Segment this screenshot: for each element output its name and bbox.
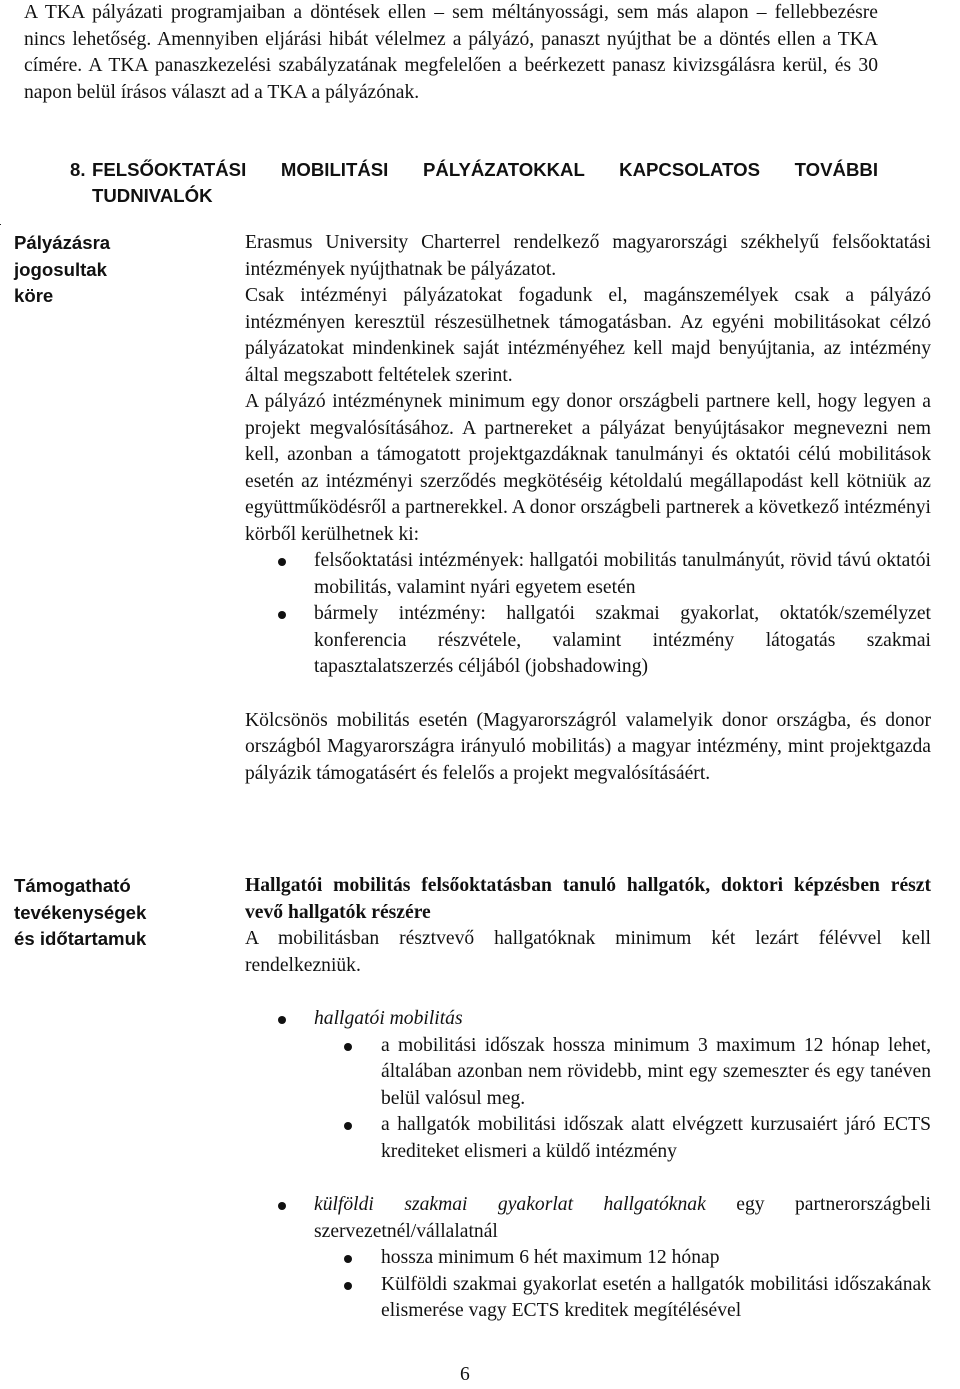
eligibility-paragraph-2: Csak intézményi pályázatokat fogadunk el, magánszemélyek csak a pályázó intézményen keresztül részesülhetnek támogatásban. Az egyéni mobilitásokat célzó pályázatokat mindenkinek saját intézményéhez kell majd benyújtania, az intézmény által megszabott feltételek szerint.	[245, 285, 931, 386]
row-label-line: Pályázásra	[14, 232, 111, 253]
activities-content	[245, 873, 931, 1325]
intro-paragraph: A TKA pályázati programjaiban a döntések ellen – sem méltányossági, sem más alapon – fellebbezésre nincs lehetőség. Amennyiben eljárási hibát vélelmez a pályázó, panaszt nyújthat be a döntés ellen a TKA címére. A TKA panaszkezelési szabályzatának megfelelően a beérkezett panasz kivizsgálásra kerül, és 30 napon belül írásos választ ad a TKA a pályázónak.	[24, 2, 878, 103]
sub-list	[245, 1033, 931, 1166]
eligibility-content	[245, 230, 931, 787]
list-item	[245, 1006, 931, 1165]
row-label-eligibility	[14, 230, 184, 310]
bullet-icon	[344, 1255, 352, 1263]
bullet-icon	[278, 1202, 286, 1210]
list-item: a mobilitási időszak hossza minimum 3 maximum 12 hónap lehet, általában azonban nem rövidebb, mint egy szemeszter és egy tanéven belül valósul meg.	[245, 1033, 931, 1113]
group-title: hallgatói mobilitás	[314, 1008, 463, 1029]
page-number: 6	[460, 1364, 470, 1385]
group-title-rest: egy partnerországbeli szervezetnél/vállalatnál	[314, 1194, 931, 1242]
section-number: 8.	[70, 159, 86, 180]
intro-text	[24, 0, 878, 106]
list-item: a hallgatók mobilitási időszak alatt elvégzett kurzusaiért járó ECTS krediteket elismeri a küldő intézmény	[245, 1112, 931, 1165]
bullet-icon	[278, 558, 286, 566]
row-label-line: köre	[14, 285, 54, 306]
student-mobility-list	[245, 1006, 931, 1165]
bullet-icon	[344, 1122, 352, 1130]
bullet-icon	[278, 1016, 286, 1024]
row-label-line: tevékenységek	[14, 901, 147, 923]
row-label-line: jogosultak	[14, 258, 107, 280]
row-label-line: és időtartamuk	[14, 928, 147, 949]
activities-heading: Hallgatói mobilitás felsőoktatásban tanuló hallgatók, doktori képzésben részt vevő hallgatók részére	[245, 875, 931, 923]
eligibility-paragraph-3: A pályázó intézménynek minimum egy donor országbeli partnere kell, hogy legyen a projekt megvalósításához. A partnereket a pályázat benyújtásakor megnevezni nem kell, azonban a támogatott projektgazdáknak tanulmányi és oktatói célú mobilitások esetén az intézményi szerződés megkötéséig kétoldalú megállapodást kell kötniük az együttműködésről a partnerekkel. A donor országbeli partnerek a következő intézményi körből kerülhetnek ki:	[245, 391, 931, 545]
list-item	[245, 1192, 931, 1325]
sub-list	[245, 1245, 931, 1325]
list-item: felsőoktatási intézmények: hallgatói mobilitás tanulmányút, rövid távú oktatói mobilitás, valamint nyári egyetem esetén	[245, 548, 931, 601]
eligibility-paragraph-1: Erasmus University Charterrel rendelkező magyarországi székhelyű felsőoktatási intézmények nyújthatnak be pályázatot.	[245, 232, 931, 280]
row-label-line: Támogatható	[14, 875, 131, 896]
table-border	[0, 224, 1, 225]
row-label-activities	[14, 873, 184, 953]
list-item: hossza minimum 6 hét maximum 12 hónap	[245, 1245, 931, 1272]
bullet-icon	[278, 611, 286, 619]
list-item: Külföldi szakmai gyakorlat esetén a hallgatók mobilitási időszakának elismerése vagy ECTS kreditek megítélésével	[245, 1272, 931, 1325]
section-heading	[70, 157, 878, 209]
bullet-icon	[344, 1282, 352, 1290]
section-title: FELSŐOKTATÁSI MOBILITÁSI PÁLYÁZATOKKAL KAPCSOLATOS TOVÁBBI TUDNIVALÓK	[92, 159, 878, 206]
eligibility-paragraph-4: Kölcsönös mobilitás esetén (Magyarországról valamelyik donor országba, és donor országból Magyarországra irányuló mobilitás) a magyar intézmény, mint projektgazda pályázik támogatásért és felelős a projekt megvalósításáért.	[245, 709, 931, 784]
partner-type-list	[0, 548, 931, 681]
group-title: külföldi szakmai gyakorlat hallgatóknak	[314, 1194, 706, 1215]
list-item: bármely intézmény: hallgatói szakmai gyakorlat, oktatók/személyzet konferencia részvétele, valamint intézmény látogatás szakmai tapasztalatszerzés céljából (jobshadowing)	[245, 601, 931, 681]
bullet-icon	[344, 1043, 352, 1051]
internship-list	[245, 1192, 931, 1325]
activities-paragraph-1: A mobilitásban résztvevő hallgatóknak minimum két lezárt félévvel kell rendelkezniük.	[245, 928, 931, 976]
